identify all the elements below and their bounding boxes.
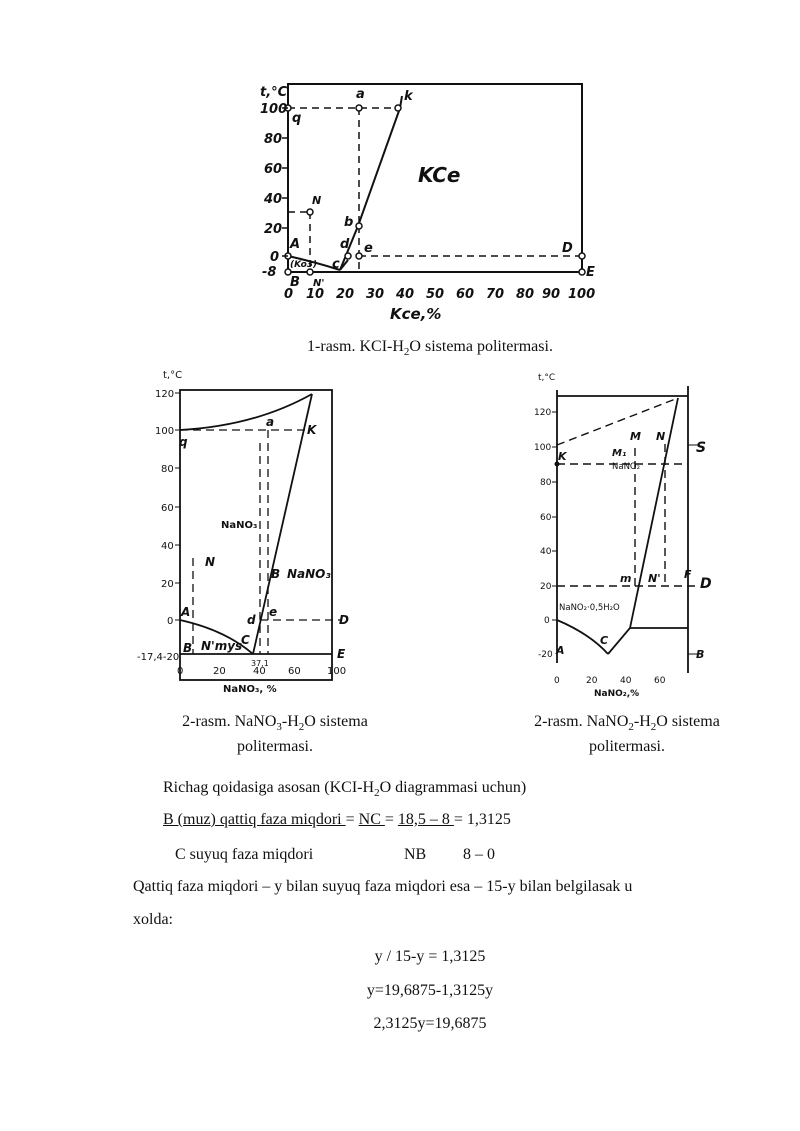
svg-text:100: 100 [260,102,288,117]
svg-text:-20: -20 [538,650,553,660]
svg-text:120: 120 [155,389,175,400]
svg-text:40: 40 [161,541,174,552]
svg-text:m: m [620,572,632,585]
svg-text:(Ko3): (Ko3) [290,260,318,270]
svg-text:B: B [290,275,300,290]
svg-text:-17,4​-20: -17,4​-20 [137,652,180,663]
formula-den-value: 8 – 0 [463,846,495,863]
svg-text:80: 80 [540,478,552,488]
svg-text:t,°C: t,°C [538,373,556,383]
svg-text:c: c [332,257,340,272]
x-unit: Kce,% [390,305,442,323]
svg-text:KCe: KCe [418,163,461,187]
svg-text:N: N [656,430,666,443]
svg-text:0: 0 [167,616,174,627]
svg-text:80: 80 [264,132,283,147]
svg-text:0: 0 [554,676,560,686]
figure3-caption: 2-rasm. $NaNO_2-H_2O$ sistema politermasi. [534,713,720,756]
svg-text:q: q [179,435,188,449]
figure1-caption: 1-rasm. KCI-$H_2O$ sistema politermasi. [307,338,553,359]
svg-text:A: A [290,237,301,252]
svg-text:50: 50 [426,287,445,302]
svg-text:e: e [364,241,373,256]
formula-denominator-line: C suyuq faza miqdori [175,846,314,863]
svg-text:N: N [312,194,322,207]
paragraph-notation: Qattiq faza miqdori – y bilan suyuq faza miqdori esa – 15-y bilan belgilasak u [133,878,633,895]
svg-text:60: 60 [264,162,283,177]
svg-text:100: 100 [155,426,175,437]
svg-text:F: F [684,568,692,581]
svg-text:60: 60 [161,503,174,514]
paragraph-lever-rule: Richag qoidasiga asosan ($KCI-H_2O$ diagrammasi uchun) [163,779,527,800]
svg-text:60: 60 [540,513,552,523]
svg-text:40: 40 [620,676,632,686]
svg-text:k: k [404,89,413,104]
svg-text:0: 0 [270,250,280,265]
svg-text:a: a [266,415,275,429]
svg-text:40: 40 [540,547,552,557]
figure-nano2-diagram [520,368,720,698]
nano3-curve [253,394,312,654]
svg-text:N': N' [648,572,661,585]
svg-text:D: D [700,576,712,592]
svg-text:D: D [562,241,573,256]
svg-text:100: 100 [568,287,596,302]
svg-text:40: 40 [396,287,415,302]
svg-text:60: 60 [288,666,301,677]
svg-text:70: 70 [486,287,505,302]
formula-numerator-line: B (muz) qattiq faza miqdori = NC = 18,5 – 8 = 1,3125 [163,811,511,828]
figure2-caption: 2-rasm. $NaNO_3-H_2O$ sistema politermasi. [182,713,368,756]
svg-text:0: 0 [177,666,184,677]
svg-text:D: D [339,613,349,627]
svg-text:a: a [356,87,365,102]
svg-text:S: S [696,440,707,456]
y-unit: t,°C [260,85,288,100]
svg-text:80: 80 [161,464,174,475]
svg-text:e: e [269,605,278,619]
svg-text:100: 100 [534,443,552,453]
svg-text:M₁: M₁ [612,448,627,459]
svg-text:20: 20 [264,222,283,237]
svg-text:80: 80 [516,287,535,302]
svg-text:-8: -8 [262,265,277,280]
svg-text:t,°C: t,°C [163,370,183,381]
svg-text:E: E [337,647,346,661]
svg-text:N: N [205,555,216,569]
svg-text:20: 20 [586,676,598,686]
svg-text:d: d [247,613,256,627]
svg-text:q: q [292,111,302,126]
svg-text:120: 120 [534,408,552,418]
figure-nano3-diagram [135,368,350,698]
svg-text:10: 10 [306,287,325,302]
svg-text:NaNO₂·0,5H₂O: NaNO₂·0,5H₂O [559,603,620,613]
svg-text:20: 20 [336,287,355,302]
svg-text:60: 60 [654,676,666,686]
svg-text:NaNO₃: NaNO₃ [221,520,258,531]
svg-text:E: E [586,265,595,280]
svg-text:B: B [696,648,705,661]
svg-text:20: 20 [161,579,174,590]
figure-kcl-diagram [240,76,600,326]
svg-text:20: 20 [213,666,226,677]
svg-text:N'mys: N'mys [201,639,243,653]
svg-text:NaNO₂: NaNO₂ [612,462,641,472]
equation-3: 2,3125y=19,6875 [373,1015,487,1032]
svg-text:d: d [340,237,350,252]
svg-text:b: b [344,215,354,230]
svg-text:100: 100 [327,666,347,677]
svg-text:90: 90 [542,287,561,302]
equation-1: y / 15-y = 1,3125 [374,948,486,965]
svg-text:C: C [600,634,609,647]
svg-text:40: 40 [253,666,266,677]
svg-text:37,1: 37,1 [251,659,269,668]
svg-text:B: B [183,641,193,655]
formula-nb: NB [404,846,427,863]
svg-text:B: B [271,567,281,581]
svg-text:60: 60 [456,287,475,302]
paragraph-notation-cont: xolda: [133,911,173,928]
svg-text:20: 20 [540,582,552,592]
svg-text:NaNO₂,%: NaNO₂,% [594,689,640,698]
svg-text:K: K [558,450,567,463]
svg-text:C: C [241,633,250,647]
svg-text:0: 0 [544,616,550,626]
equation-2: y=19,6875-1,3125y [366,982,494,999]
svg-text:A: A [556,644,565,657]
svg-text:NaNO₃: NaNO₃ [287,567,331,581]
svg-text:M: M [630,430,641,443]
svg-text:NaNO₃, %: NaNO₃, % [223,684,277,695]
svg-text:N': N' [313,278,325,289]
svg-text:40: 40 [264,192,283,207]
svg-text:K: K [307,423,317,437]
svg-text:A: A [181,605,191,619]
svg-text:30: 30 [366,287,385,302]
svg-text:0: 0 [284,287,294,302]
